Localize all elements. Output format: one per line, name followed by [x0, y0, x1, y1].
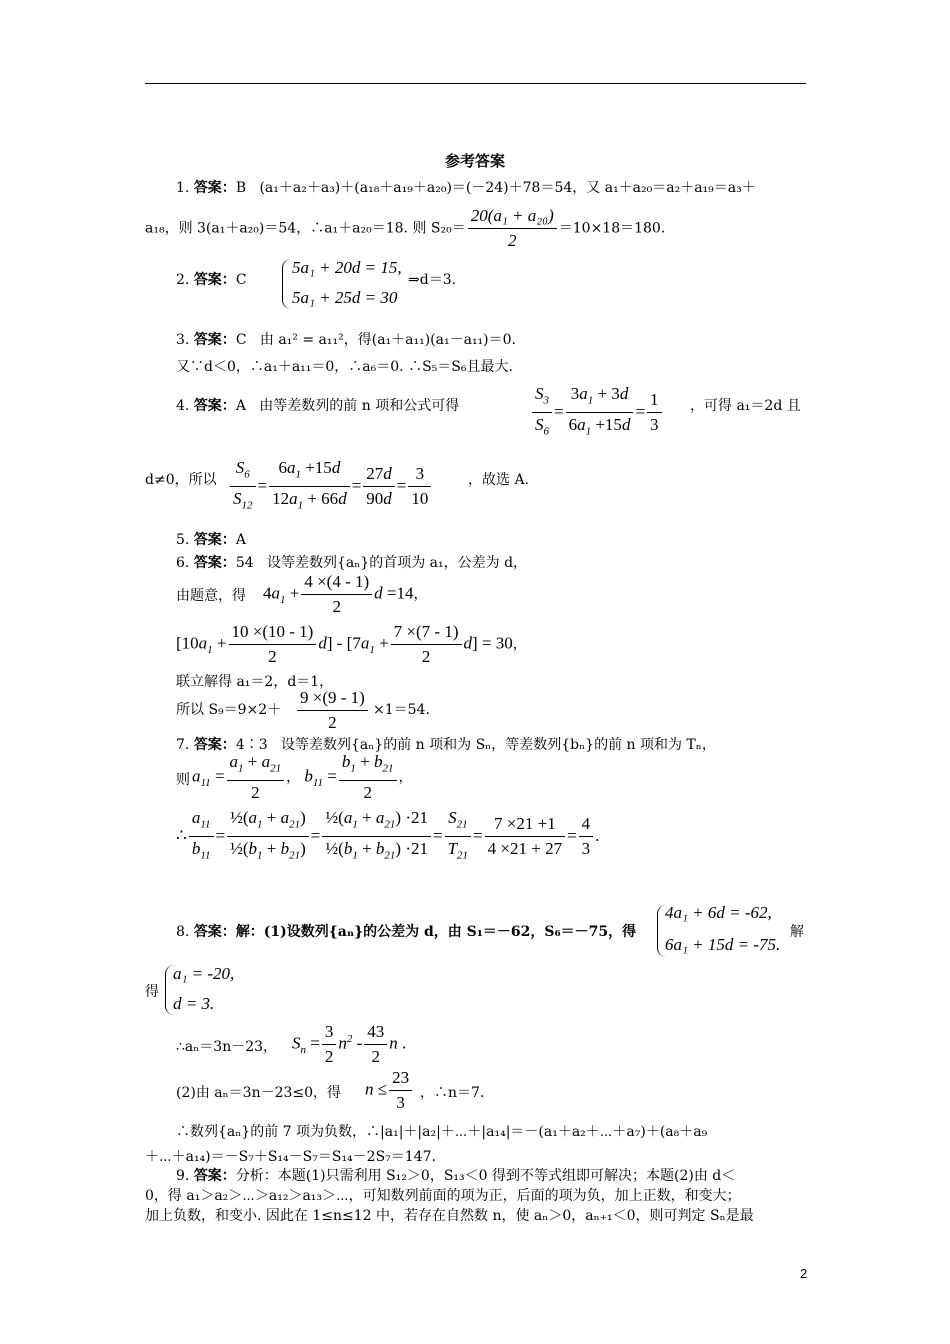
q2-label: 2. 答案：C	[176, 272, 247, 288]
q8-text3: 得	[145, 984, 159, 1000]
q8-eq2: 6a₁ + 15d = -75.	[665, 935, 781, 954]
header-rule	[145, 83, 806, 84]
q4-formula: $\frac{S_3}{S_6}$ = $\frac{3a_1 + 3d}{6a_1 +15d}$ = $\frac{1}{3}$	[530, 384, 664, 442]
q3-line1: 3. 答案：C 由 a₁² = a₁₁²，得(a₁＋a₁₁)(a₁－a₁₁)＝0.	[176, 332, 516, 348]
q8-sn: $S_n$ = $\frac{3}{2}$ $n^2$ - $\frac{43}{2}$ n .	[292, 1022, 407, 1066]
q6-line3: 联立解得 a₁＝2，d＝1，	[176, 674, 334, 690]
q6-line4: 所以 S₉＝9×2＋	[176, 702, 282, 718]
q6-eq2: [$10a_1$ + $\frac{10 \times(10 - 1)}{2}$ $d] - [7a_1$ + $\frac{7 \times(7 - 1)}{2}$ d] = 30，	[176, 622, 527, 666]
q2-eq1: 5a₁ + 20d = 15,	[292, 258, 402, 277]
q8-text7: ∴数列{aₙ}的前 7 项为负数，∴|a₁|＋|a₂|＋⋯＋|a₁₄|＝－(a₁＋a₂＋⋯＋a₇)＋(a₈＋a₉	[176, 1124, 708, 1140]
q3-line2: 又∵d＜0，∴a₁＋a₁₁＝0，∴a₆＝0. ∴S₅＝S₆且最大.	[176, 359, 513, 375]
q9-line2: 0，得 a₁＞a₂＞⋯＞a₁₂＞a₁₃＞⋯，可知数列前面的项为正，后面的项为负，加上正数，和变大；	[145, 1188, 741, 1204]
q4-text3: d≠0，所以	[145, 472, 217, 488]
page-number: 2	[800, 1266, 808, 1281]
q7-eq1: $a_{11}$ = $\frac{a_1 + a_{21}}{2}$ ， $b_{11}$ = $\frac{b_1 + b_{21}}{2}$ ，	[192, 752, 413, 803]
q7-eq2: ∴ $\frac{a_{11}}{b_{11}}$ = $\frac{\frac{1}{2}(a_1 + a_{21})}{\frac{1}{2}(b_1 + b_{21})}$ = $\frac{\frac{1}{2}(a_1 + a_{21}) \cdot 21}{\frac{1}{2}(b_1 + b_{21}) \cdot 21}$ = $\frac{S_{21}}{T_{21}}$ = $\frac{7 \times 21 +1}{4 \times 21 + 27}$ = $\frac{4}{3}$ .	[176, 808, 600, 862]
q4-line1: 4. 答案：A 由等差数列的前 n 项和公式可得	[176, 398, 460, 414]
q1-fraction: $\frac{\text{20(a₁ + a₂₀)}}{2}$	[468, 206, 557, 251]
q1-line2: a₁₈，则 3(a₁＋a₂₀)＝54，∴a₁＋a₂₀＝18. 则 S₂₀＝ $\frac{\text{20(a₁ + a₂₀)}}{2}$ ＝10×18＝180.	[145, 206, 666, 250]
q2-eq2: 5a₁ + 25d = 30	[292, 288, 398, 307]
q6-line2: 由题意，得	[176, 588, 246, 604]
q6-line1: 6. 答案：54 设等差数列{aₙ}的首项为 a₁，公差为 d，	[176, 555, 528, 571]
q8-ineq: n ≤ $\frac{23}{3}$	[365, 1068, 414, 1113]
q6-eq1: $4a_1$ + $\frac{4 \times(4 - 1)}{2}$ d =14，	[263, 572, 428, 616]
q2-result: ⇒d＝3.	[408, 272, 457, 288]
q5-line: 5. 答案：A	[176, 532, 246, 548]
q6-line5: ×1＝54.	[373, 702, 430, 718]
q8-line1: 8. 答案：解：(1)设数列{aₙ}的公差为 d，由 S₁＝－62，S₆＝－75，得	[176, 924, 637, 940]
q4-text2: ，可得 a₁＝2d 且	[690, 398, 801, 414]
q4-formula2: $\frac{S_6}{S_{12}}$ = $\frac{6a_1 +15d}{12a_1 + 66d}$ = $\frac{27d}{90d}$ = $\frac{3}{10}$	[228, 458, 433, 516]
q7-line1: 7. 答案：4∶3 设等差数列{aₙ}的前 n 项和为 Sₙ，等差数列{bₙ}的前 n 项和为 Tₙ，	[176, 737, 716, 753]
q9-line3: 加上负数，和变小. 因此在 1≤n≤12 中，若存在自然数 n，使 aₙ＞0，aₙ₊₁＜0，则可判定 Sₙ是最	[145, 1208, 754, 1224]
q8-text5: (2)由 aₙ＝3n－23≤0，得	[176, 1085, 342, 1101]
q7-line2: 则	[176, 772, 190, 788]
q6-frac: $\frac{9 \times(9 - 1)}{2}$	[295, 688, 370, 733]
q8-text2: 解	[790, 924, 804, 940]
page-title: 参考答案	[444, 152, 505, 170]
q8-text4: ∴aₙ＝3n－23，	[176, 1039, 278, 1055]
q4-text4: ，故选 A.	[468, 472, 530, 488]
q8-text8: ＋⋯＋a₁₄)＝－S₇＋S₁₄－S₇＝S₁₄－2S₇＝147.	[145, 1149, 436, 1165]
q8-sol2: d = 3.	[173, 994, 215, 1013]
q8-eq1: 4a₁ + 6d = -62,	[665, 903, 772, 922]
q8-text6: ，∴n＝7.	[420, 1085, 485, 1101]
q9-line1: 9. 答案：分析：本题(1)只需利用 S₁₂＞0，S₁₃＜0 得到不等式组即可解决；本题(2)由 d＜	[176, 1168, 736, 1184]
q1-line1: 1. 答案：B (a₁＋a₂＋a₃)＋(a₁₈＋a₁₉＋a₂₀)＝(－24)＋78＝54，又 a₁＋a₂₀＝a₂＋a₁₉＝a₃＋	[176, 180, 756, 196]
q8-sol1: a₁ = -20,	[173, 964, 235, 983]
q2-brace	[282, 259, 291, 309]
